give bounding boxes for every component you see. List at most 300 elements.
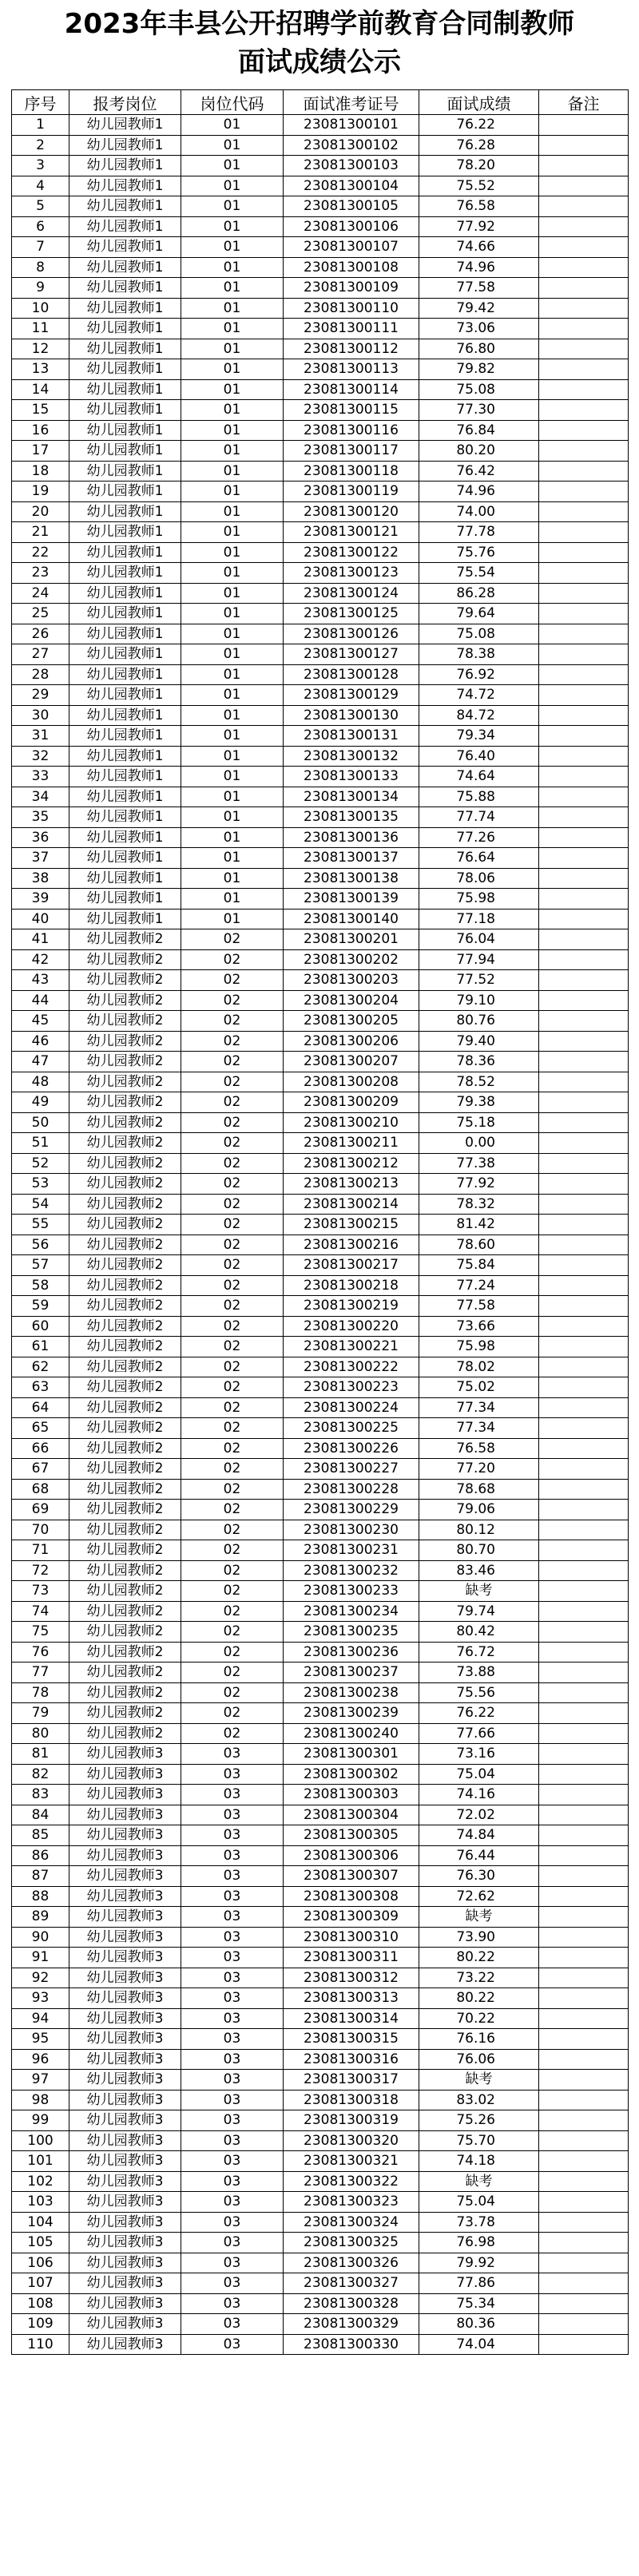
cell-interview-score: 78.36 xyxy=(419,1052,539,1072)
cell-interview-score: 80.42 xyxy=(419,1622,539,1643)
cell-position: 幼儿园教师2 xyxy=(69,1174,181,1195)
cell-interview-score: 76.64 xyxy=(419,848,539,869)
cell-position: 幼儿园教师3 xyxy=(69,1764,181,1785)
cell-admission-ticket: 23081300203 xyxy=(284,970,419,991)
cell-interview-score: 80.12 xyxy=(419,1520,539,1540)
cell-admission-ticket: 23081300105 xyxy=(284,196,419,217)
cell-admission-ticket: 23081300108 xyxy=(284,257,419,278)
cell-serial-number: 104 xyxy=(12,2212,69,2233)
cell-position: 幼儿园教师2 xyxy=(69,1133,181,1154)
cell-remarks xyxy=(539,1988,629,2009)
cell-serial-number: 25 xyxy=(12,604,69,624)
table-row xyxy=(12,2070,629,2091)
cell-admission-ticket: 23081300110 xyxy=(284,298,419,319)
cell-interview-score: 76.44 xyxy=(419,1845,539,1866)
cell-position-code: 01 xyxy=(181,807,284,828)
cell-serial-number: 38 xyxy=(12,868,69,889)
cell-remarks xyxy=(539,1215,629,1235)
cell-position-code: 01 xyxy=(181,482,284,502)
cell-remarks xyxy=(539,848,629,869)
cell-position: 幼儿园教师2 xyxy=(69,1459,181,1480)
cell-remarks xyxy=(539,1438,629,1459)
cell-interview-score: 75.26 xyxy=(419,2110,539,2131)
cell-remarks xyxy=(539,949,629,970)
cell-remarks xyxy=(539,2070,629,2091)
cell-remarks xyxy=(539,1968,629,1988)
cell-remarks xyxy=(539,2293,629,2314)
cell-position-code: 03 xyxy=(181,2008,284,2029)
cell-position: 幼儿园教师3 xyxy=(69,2212,181,2233)
cell-interview-score: 76.22 xyxy=(419,115,539,136)
cell-serial-number: 19 xyxy=(12,482,69,502)
cell-interview-score: 76.98 xyxy=(419,2233,539,2253)
cell-remarks xyxy=(539,1764,629,1785)
cell-position: 幼儿园教师1 xyxy=(69,563,181,584)
cell-position-code: 03 xyxy=(181,2212,284,2233)
table-row xyxy=(12,1764,629,1785)
cell-serial-number: 60 xyxy=(12,1316,69,1337)
cell-position-code: 01 xyxy=(181,644,284,665)
cell-position-code: 02 xyxy=(181,1642,284,1663)
cell-remarks xyxy=(539,1622,629,1643)
cell-interview-score: 77.26 xyxy=(419,827,539,848)
cell-position: 幼儿园教师3 xyxy=(69,2293,181,2314)
cell-interview-score: 77.18 xyxy=(419,909,539,929)
cell-admission-ticket: 23081300223 xyxy=(284,1377,419,1398)
cell-admission-ticket: 23081300107 xyxy=(284,237,419,258)
cell-interview-score: 75.56 xyxy=(419,1682,539,1703)
cell-position-code: 02 xyxy=(181,949,284,970)
cell-admission-ticket: 23081300115 xyxy=(284,400,419,421)
cell-serial-number: 48 xyxy=(12,1072,69,1092)
table-row xyxy=(12,298,629,319)
cell-serial-number: 22 xyxy=(12,542,69,563)
table-row xyxy=(12,1845,629,1866)
cell-position-code: 03 xyxy=(181,1988,284,2009)
cell-interview-score: 76.40 xyxy=(419,746,539,767)
cell-position: 幼儿园教师1 xyxy=(69,400,181,421)
cell-admission-ticket: 23081300120 xyxy=(284,501,419,522)
table-row xyxy=(12,1031,629,1052)
cell-remarks xyxy=(539,1825,629,1846)
cell-admission-ticket: 23081300205 xyxy=(284,1011,419,1032)
cell-position: 幼儿园教师1 xyxy=(69,746,181,767)
cell-interview-score: 79.42 xyxy=(419,298,539,319)
header-interview-score: 面试成绩 xyxy=(419,90,539,115)
cell-serial-number: 8 xyxy=(12,257,69,278)
cell-interview-score: 78.38 xyxy=(419,644,539,665)
cell-position: 幼儿园教师1 xyxy=(69,298,181,319)
cell-interview-score: 78.06 xyxy=(419,868,539,889)
cell-serial-number: 87 xyxy=(12,1866,69,1887)
cell-admission-ticket: 23081300228 xyxy=(284,1479,419,1500)
cell-position-code: 02 xyxy=(181,1153,284,1174)
cell-remarks xyxy=(539,1072,629,1092)
cell-serial-number: 68 xyxy=(12,1479,69,1500)
cell-interview-score: 77.92 xyxy=(419,1174,539,1195)
cell-position-code: 03 xyxy=(181,2253,284,2273)
table-row xyxy=(12,2049,629,2070)
cell-admission-ticket: 23081300316 xyxy=(284,2049,419,2070)
table-row xyxy=(12,2212,629,2233)
cell-remarks xyxy=(539,1866,629,1887)
cell-remarks xyxy=(539,1581,629,1602)
cell-admission-ticket: 23081300235 xyxy=(284,1622,419,1643)
cell-interview-score: 76.42 xyxy=(419,461,539,482)
cell-position-code: 02 xyxy=(181,1622,284,1643)
cell-serial-number: 39 xyxy=(12,889,69,910)
cell-position: 幼儿园教师3 xyxy=(69,2192,181,2213)
cell-position-code: 02 xyxy=(181,1052,284,1072)
table-row xyxy=(12,1357,629,1377)
cell-position: 幼儿园教师3 xyxy=(69,2008,181,2029)
cell-admission-ticket: 23081300217 xyxy=(284,1255,419,1276)
cell-interview-score: 77.38 xyxy=(419,1153,539,1174)
cell-admission-ticket: 23081300303 xyxy=(284,1785,419,1805)
cell-remarks xyxy=(539,1418,629,1439)
cell-remarks xyxy=(539,461,629,482)
cell-interview-score: 77.94 xyxy=(419,949,539,970)
cell-remarks xyxy=(539,1723,629,1744)
cell-remarks xyxy=(539,2171,629,2192)
cell-position: 幼儿园教师3 xyxy=(69,1907,181,1928)
cell-interview-score: 79.06 xyxy=(419,1500,539,1520)
cell-interview-score: 74.16 xyxy=(419,1785,539,1805)
table-row xyxy=(12,644,629,665)
cell-position: 幼儿园教师2 xyxy=(69,1520,181,1540)
table-row xyxy=(12,176,629,196)
cell-remarks xyxy=(539,2233,629,2253)
table-row xyxy=(12,1112,629,1133)
cell-interview-score: 83.02 xyxy=(419,2090,539,2110)
cell-serial-number: 59 xyxy=(12,1296,69,1317)
cell-position-code: 01 xyxy=(181,705,284,726)
cell-position: 幼儿园教师3 xyxy=(69,2049,181,2070)
cell-admission-ticket: 23081300127 xyxy=(284,644,419,665)
cell-serial-number: 72 xyxy=(12,1560,69,1581)
cell-remarks xyxy=(539,379,629,400)
cell-position: 幼儿园教师3 xyxy=(69,2029,181,2050)
cell-remarks xyxy=(539,1092,629,1113)
cell-position: 幼儿园教师3 xyxy=(69,2151,181,2172)
cell-interview-score: 74.96 xyxy=(419,257,539,278)
cell-interview-score: 75.02 xyxy=(419,1377,539,1398)
cell-admission-ticket: 23081300117 xyxy=(284,441,419,462)
cell-position: 幼儿园教师2 xyxy=(69,1479,181,1500)
cell-position: 幼儿园教师2 xyxy=(69,970,181,991)
cell-remarks xyxy=(539,2334,629,2355)
cell-position: 幼儿园教师3 xyxy=(69,1744,181,1765)
cell-remarks xyxy=(539,767,629,787)
cell-position: 幼儿园教师1 xyxy=(69,135,181,156)
cell-admission-ticket: 23081300109 xyxy=(284,278,419,299)
cell-position: 幼儿园教师1 xyxy=(69,705,181,726)
cell-remarks xyxy=(539,1682,629,1703)
cell-position-code: 03 xyxy=(181,2293,284,2314)
cell-position: 幼儿园教师2 xyxy=(69,1337,181,1357)
table-row xyxy=(12,542,629,563)
cell-remarks xyxy=(539,2029,629,2050)
cell-position-code: 03 xyxy=(181,1825,284,1846)
cell-position: 幼儿园教师2 xyxy=(69,1255,181,1276)
cell-position: 幼儿园教师1 xyxy=(69,542,181,563)
table-body xyxy=(12,115,629,2355)
cell-position-code: 03 xyxy=(181,1744,284,1765)
cell-position: 幼儿园教师1 xyxy=(69,604,181,624)
cell-remarks xyxy=(539,604,629,624)
cell-interview-score: 86.28 xyxy=(419,583,539,604)
table-row xyxy=(12,2273,629,2294)
cell-admission-ticket: 23081300329 xyxy=(284,2314,419,2335)
cell-interview-score: 80.22 xyxy=(419,1988,539,2009)
cell-admission-ticket: 23081300328 xyxy=(284,2293,419,2314)
cell-position-code: 01 xyxy=(181,563,284,584)
cell-admission-ticket: 23081300209 xyxy=(284,1092,419,1113)
table-row xyxy=(12,970,629,991)
table-row xyxy=(12,1948,629,1968)
cell-position: 幼儿园教师3 xyxy=(69,1968,181,1988)
cell-interview-score: 76.30 xyxy=(419,1866,539,1887)
cell-admission-ticket: 23081300326 xyxy=(284,2253,419,2273)
cell-position: 幼儿园教师1 xyxy=(69,583,181,604)
cell-serial-number: 5 xyxy=(12,196,69,217)
cell-position: 幼儿园教师2 xyxy=(69,1316,181,1337)
cell-remarks xyxy=(539,2110,629,2131)
cell-admission-ticket: 23081300126 xyxy=(284,624,419,644)
cell-remarks xyxy=(539,482,629,502)
cell-position-code: 02 xyxy=(181,1377,284,1398)
table-row xyxy=(12,1234,629,1255)
cell-position: 幼儿园教师2 xyxy=(69,1072,181,1092)
cell-admission-ticket: 23081300118 xyxy=(284,461,419,482)
cell-serial-number: 109 xyxy=(12,2314,69,2335)
table-row xyxy=(12,1275,629,1296)
cell-interview-score: 76.84 xyxy=(419,420,539,441)
cell-remarks xyxy=(539,1031,629,1052)
table-row xyxy=(12,868,629,889)
table-row xyxy=(12,319,629,339)
cell-position-code: 02 xyxy=(181,1234,284,1255)
cell-position: 幼儿园教师3 xyxy=(69,1866,181,1887)
cell-position: 幼儿园教师2 xyxy=(69,1153,181,1174)
cell-position: 幼儿园教师2 xyxy=(69,1642,181,1663)
table-row xyxy=(12,1785,629,1805)
cell-serial-number: 44 xyxy=(12,990,69,1011)
table-row xyxy=(12,746,629,767)
cell-interview-score: 76.04 xyxy=(419,929,539,950)
table-row xyxy=(12,420,629,441)
cell-interview-score: 75.08 xyxy=(419,624,539,644)
cell-position: 幼儿园教师1 xyxy=(69,685,181,706)
cell-position: 幼儿园教师3 xyxy=(69,1886,181,1907)
cell-position-code: 02 xyxy=(181,1397,284,1418)
cell-position-code: 01 xyxy=(181,767,284,787)
cell-serial-number: 98 xyxy=(12,2090,69,2110)
cell-position-code: 03 xyxy=(181,1886,284,1907)
cell-admission-ticket: 23081300135 xyxy=(284,807,419,828)
cell-serial-number: 2 xyxy=(12,135,69,156)
cell-serial-number: 42 xyxy=(12,949,69,970)
cell-admission-ticket: 23081300207 xyxy=(284,1052,419,1072)
cell-interview-score: 72.62 xyxy=(419,1886,539,1907)
cell-serial-number: 62 xyxy=(12,1357,69,1377)
cell-position-code: 02 xyxy=(181,1133,284,1154)
cell-serial-number: 84 xyxy=(12,1805,69,1825)
cell-interview-score: 75.52 xyxy=(419,176,539,196)
cell-serial-number: 75 xyxy=(12,1622,69,1643)
cell-interview-score: 79.92 xyxy=(419,2253,539,2273)
cell-remarks xyxy=(539,501,629,522)
cell-interview-score: 80.70 xyxy=(419,1540,539,1561)
cell-serial-number: 26 xyxy=(12,624,69,644)
cell-admission-ticket: 23081300132 xyxy=(284,746,419,767)
cell-serial-number: 49 xyxy=(12,1092,69,1113)
cell-admission-ticket: 23081300213 xyxy=(284,1174,419,1195)
cell-position-code: 03 xyxy=(181,2171,284,2192)
table-row xyxy=(12,1988,629,2009)
cell-position-code: 01 xyxy=(181,501,284,522)
cell-remarks xyxy=(539,2273,629,2294)
cell-position: 幼儿园教师1 xyxy=(69,482,181,502)
cell-position-code: 02 xyxy=(181,1560,284,1581)
cell-remarks xyxy=(539,1785,629,1805)
table-row xyxy=(12,1520,629,1540)
cell-position: 幼儿园教师2 xyxy=(69,1215,181,1235)
cell-position: 幼儿园教师2 xyxy=(69,1601,181,1622)
cell-admission-ticket: 23081300233 xyxy=(284,1581,419,1602)
cell-remarks xyxy=(539,298,629,319)
cell-remarks xyxy=(539,522,629,543)
cell-interview-score: 78.32 xyxy=(419,1194,539,1215)
table-row xyxy=(12,1153,629,1174)
cell-position: 幼儿园教师2 xyxy=(69,929,181,950)
cell-admission-ticket: 23081300221 xyxy=(284,1337,419,1357)
cell-interview-score: 73.06 xyxy=(419,319,539,339)
cell-serial-number: 67 xyxy=(12,1459,69,1480)
cell-position-code: 03 xyxy=(181,1805,284,1825)
table-row xyxy=(12,1174,629,1195)
cell-serial-number: 15 xyxy=(12,400,69,421)
cell-serial-number: 27 xyxy=(12,644,69,665)
table-row xyxy=(12,827,629,848)
cell-admission-ticket: 23081300225 xyxy=(284,1418,419,1439)
cell-remarks xyxy=(539,889,629,910)
cell-remarks xyxy=(539,1234,629,1255)
table-row xyxy=(12,1397,629,1418)
cell-position-code: 01 xyxy=(181,542,284,563)
cell-position-code: 02 xyxy=(181,1337,284,1357)
cell-interview-score: 缺考 xyxy=(419,1581,539,1602)
cell-serial-number: 83 xyxy=(12,1785,69,1805)
cell-serial-number: 52 xyxy=(12,1153,69,1174)
table-row xyxy=(12,1703,629,1724)
cell-serial-number: 99 xyxy=(12,2110,69,2131)
cell-position-code: 03 xyxy=(181,1968,284,1988)
cell-position-code: 02 xyxy=(181,1031,284,1052)
cell-position: 幼儿园教师1 xyxy=(69,156,181,176)
cell-interview-score: 79.38 xyxy=(419,1092,539,1113)
cell-serial-number: 102 xyxy=(12,2171,69,2192)
cell-admission-ticket: 23081300308 xyxy=(284,1886,419,1907)
cell-position: 幼儿园教师1 xyxy=(69,461,181,482)
cell-admission-ticket: 23081300312 xyxy=(284,1968,419,1988)
cell-position-code: 01 xyxy=(181,278,284,299)
cell-interview-score: 84.72 xyxy=(419,705,539,726)
cell-remarks xyxy=(539,624,629,644)
cell-serial-number: 46 xyxy=(12,1031,69,1052)
table-row xyxy=(12,1377,629,1398)
cell-interview-score: 73.16 xyxy=(419,1744,539,1765)
cell-remarks xyxy=(539,1703,629,1724)
cell-position-code: 03 xyxy=(181,2334,284,2355)
cell-position-code: 01 xyxy=(181,257,284,278)
cell-serial-number: 105 xyxy=(12,2233,69,2253)
cell-position-code: 03 xyxy=(181,2110,284,2131)
cell-admission-ticket: 23081300131 xyxy=(284,726,419,747)
cell-serial-number: 65 xyxy=(12,1418,69,1439)
cell-position: 幼儿园教师1 xyxy=(69,848,181,869)
cell-position-code: 01 xyxy=(181,787,284,807)
cell-position-code: 01 xyxy=(181,746,284,767)
cell-admission-ticket: 23081300234 xyxy=(284,1601,419,1622)
cell-serial-number: 34 xyxy=(12,787,69,807)
cell-remarks xyxy=(539,2253,629,2273)
cell-admission-ticket: 23081300211 xyxy=(284,1133,419,1154)
cell-admission-ticket: 23081300114 xyxy=(284,379,419,400)
cell-serial-number: 94 xyxy=(12,2008,69,2029)
table-row xyxy=(12,1560,629,1581)
cell-interview-score: 76.92 xyxy=(419,664,539,685)
cell-admission-ticket: 23081300121 xyxy=(284,522,419,543)
cell-remarks xyxy=(539,1520,629,1540)
cell-position: 幼儿园教师3 xyxy=(69,2273,181,2294)
cell-serial-number: 54 xyxy=(12,1194,69,1215)
cell-admission-ticket: 23081300140 xyxy=(284,909,419,929)
cell-remarks xyxy=(539,909,629,929)
cell-serial-number: 51 xyxy=(12,1133,69,1154)
table-row xyxy=(12,2151,629,2172)
cell-position: 幼儿园教师2 xyxy=(69,1540,181,1561)
cell-remarks xyxy=(539,1112,629,1133)
cell-interview-score: 78.68 xyxy=(419,1479,539,1500)
cell-position-code: 02 xyxy=(181,1112,284,1133)
table-row xyxy=(12,1072,629,1092)
table-row xyxy=(12,1723,629,1744)
cell-position: 幼儿园教师2 xyxy=(69,1581,181,1602)
table-row xyxy=(12,1927,629,1948)
cell-position-code: 02 xyxy=(181,1520,284,1540)
cell-interview-score: 78.60 xyxy=(419,1234,539,1255)
cell-position-code: 02 xyxy=(181,970,284,991)
cell-position-code: 02 xyxy=(181,1174,284,1195)
cell-serial-number: 56 xyxy=(12,1234,69,1255)
cell-position: 幼儿园教师3 xyxy=(69,1805,181,1825)
table-row xyxy=(12,2171,629,2192)
cell-remarks xyxy=(539,1052,629,1072)
table-row xyxy=(12,787,629,807)
cell-position: 幼儿园教师2 xyxy=(69,1031,181,1052)
cell-position: 幼儿园教师1 xyxy=(69,176,181,196)
table-row xyxy=(12,1642,629,1663)
cell-position-code: 02 xyxy=(181,1275,284,1296)
cell-remarks xyxy=(539,1744,629,1765)
cell-admission-ticket: 23081300212 xyxy=(284,1153,419,1174)
cell-admission-ticket: 23081300306 xyxy=(284,1845,419,1866)
cell-remarks xyxy=(539,1907,629,1928)
table-row xyxy=(12,461,629,482)
cell-serial-number: 43 xyxy=(12,970,69,991)
cell-interview-score: 77.58 xyxy=(419,1296,539,1317)
